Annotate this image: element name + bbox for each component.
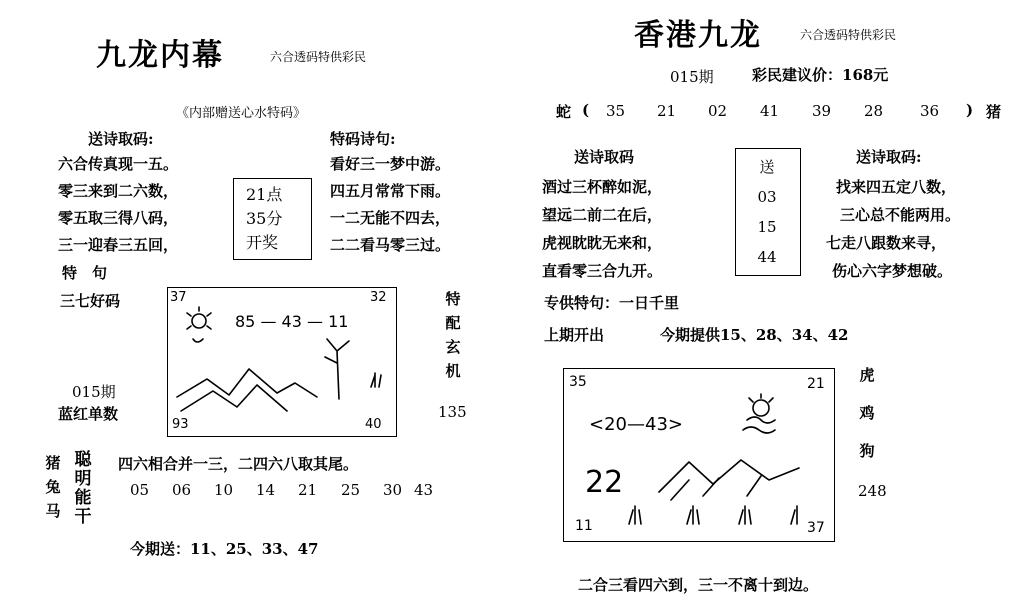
left-poem2-line: 一二无能不四去， bbox=[330, 209, 451, 227]
mountains-icon bbox=[177, 369, 317, 411]
trait: 干 bbox=[74, 507, 92, 527]
right-poem2-line: 三心总不能两用。 bbox=[840, 206, 961, 224]
left-number: 21 bbox=[298, 481, 318, 499]
right-pig-label: 猪 bbox=[986, 103, 1002, 121]
right-animal-number: 248 bbox=[858, 482, 887, 500]
send-label: 送 bbox=[759, 158, 775, 176]
left-poem3: 四六相合并一三，二四六八取其尾。 bbox=[118, 455, 359, 473]
send-number: 03 bbox=[757, 188, 777, 206]
right-poem2-line: 七走八跟数来寻， bbox=[826, 234, 947, 252]
send-number: 44 bbox=[757, 248, 777, 266]
right-snake-number: 35 bbox=[606, 102, 626, 120]
left-title: 九龙内幕 bbox=[96, 38, 224, 73]
right-send-box-content bbox=[750, 152, 784, 272]
right-snake-number: 41 bbox=[760, 102, 780, 120]
right-sketch-sequence: <20—43> bbox=[589, 414, 683, 435]
left-time-minute: 35分 bbox=[246, 209, 283, 228]
right-poem1-line: 直看零三合九开。 bbox=[542, 262, 663, 280]
right-poem1-line: 虎视眈眈无来和， bbox=[542, 234, 663, 252]
left-vertical-text: 特配玄机 bbox=[445, 290, 461, 380]
right-sketch bbox=[563, 368, 833, 540]
left-number: 06 bbox=[172, 481, 192, 499]
right-snake-number: 28 bbox=[864, 102, 884, 120]
animal-rabbit: 兔 bbox=[45, 478, 61, 496]
left-number: 10 bbox=[214, 481, 234, 499]
left-right-number: 135 bbox=[438, 403, 467, 421]
left-poem2-header: 特码诗句: bbox=[330, 130, 396, 148]
left-poem1-line: 六合传真现一五。 bbox=[58, 155, 179, 173]
right-last-issue: 上期开出 bbox=[544, 326, 605, 344]
right-snake-label: 蛇 bbox=[556, 103, 572, 121]
left-poem1-line: 三一迎春三五回， bbox=[58, 236, 179, 254]
right-paren-close: ) bbox=[966, 101, 974, 119]
animal-horse: 马 bbox=[45, 502, 61, 520]
right-special-phrase: 专供特句：一日千里 bbox=[544, 294, 680, 312]
mountains-icon bbox=[659, 460, 799, 500]
right-sketch-br: 37 bbox=[807, 520, 825, 536]
left-sketch bbox=[167, 287, 395, 435]
left-number: 25 bbox=[341, 481, 361, 499]
left-number: 05 bbox=[130, 481, 150, 499]
trait: 能 bbox=[74, 488, 92, 508]
right-poem1-line: 酒过三杯醉如泥， bbox=[542, 178, 663, 196]
left-poem2-line: 四五月常常下雨。 bbox=[330, 182, 451, 200]
animal-rooster: 鸡 bbox=[859, 404, 875, 422]
left-animals bbox=[44, 451, 62, 523]
left-number: 30 bbox=[383, 481, 403, 499]
left-blue-red-label: 蓝红单数 bbox=[58, 405, 119, 423]
left-number: 43 bbox=[414, 481, 434, 499]
sun-icon bbox=[743, 394, 775, 433]
right-sketch-tr: 21 bbox=[807, 376, 825, 392]
right-issue: 015期 bbox=[670, 68, 714, 86]
left-sketch-bl: 93 bbox=[172, 417, 189, 432]
right-paren-open: ( bbox=[582, 101, 590, 119]
left-issue-label: 015期 bbox=[72, 383, 116, 401]
right-bottom-line: 二合三看四六到，三一不离十到边。 bbox=[578, 576, 819, 594]
left-special-line2: 三七好码 bbox=[60, 292, 121, 310]
right-poem2-header: 送诗取码: bbox=[856, 148, 922, 166]
right-poem1-line: 望远二前二在后， bbox=[542, 206, 663, 224]
left-subtitle: 六合透码特供彩民 bbox=[270, 50, 367, 64]
left-poem1-line: 零五取三得八码， bbox=[58, 209, 179, 227]
animal-pig: 猪 bbox=[45, 454, 61, 472]
left-internal-note: 《内部赠送心水特码》 bbox=[176, 106, 307, 121]
left-sketch-tl: 37 bbox=[170, 290, 187, 305]
right-title: 香港九龙 bbox=[634, 18, 762, 53]
right-poem2-line: 找来四五定八数， bbox=[836, 178, 957, 196]
right-poem1-header: 送诗取码 bbox=[574, 148, 635, 166]
right-snake-number: 36 bbox=[920, 102, 940, 120]
right-sketch-bl: 11 bbox=[575, 518, 593, 534]
right-sketch-tl: 35 bbox=[569, 374, 587, 390]
left-sketch-sequence: 85 — 43 — 11 bbox=[235, 312, 349, 331]
right-sketch-big: 22 bbox=[585, 465, 624, 500]
left-today-line: 今期送：11、25、33、47 bbox=[130, 540, 319, 558]
right-animals bbox=[858, 356, 876, 470]
left-number: 14 bbox=[256, 481, 276, 499]
right-snake-number: 02 bbox=[708, 102, 728, 120]
right-snake-number: 21 bbox=[657, 102, 677, 120]
right-price: 彩民建议价：168元 bbox=[752, 66, 889, 84]
animal-dog: 狗 bbox=[859, 442, 875, 460]
left-poem1-header: 送诗取码: bbox=[88, 130, 154, 148]
left-time-draw: 开奖 bbox=[246, 233, 279, 252]
right-today-provide: 今期提供15、28、34、42 bbox=[660, 326, 849, 344]
right-subtitle: 六合透码特供彩民 bbox=[800, 28, 897, 42]
right-snake-number: 39 bbox=[812, 102, 832, 120]
left-special-label: 特 句 bbox=[62, 264, 108, 282]
left-sketch-tr: 32 bbox=[370, 290, 387, 305]
send-number: 15 bbox=[757, 218, 777, 236]
left-traits bbox=[74, 451, 92, 527]
left-poem2-line: 二二看马零三过。 bbox=[330, 236, 451, 254]
left-poem1-line: 零三来到二六数， bbox=[58, 182, 179, 200]
left-time-hour: 21点 bbox=[246, 185, 283, 204]
grass-icon bbox=[629, 506, 797, 524]
animal-tiger: 虎 bbox=[859, 366, 875, 384]
sun-icon bbox=[187, 307, 211, 342]
trait: 聪 bbox=[74, 450, 92, 470]
right-poem2-line: 伤心六字梦想破。 bbox=[832, 262, 953, 280]
left-poem2-line: 看好三一梦中游。 bbox=[330, 155, 451, 173]
trait: 明 bbox=[74, 469, 92, 489]
left-sketch-br: 40 bbox=[365, 417, 382, 432]
tree-icon bbox=[325, 339, 349, 399]
grass-icon bbox=[371, 373, 381, 387]
